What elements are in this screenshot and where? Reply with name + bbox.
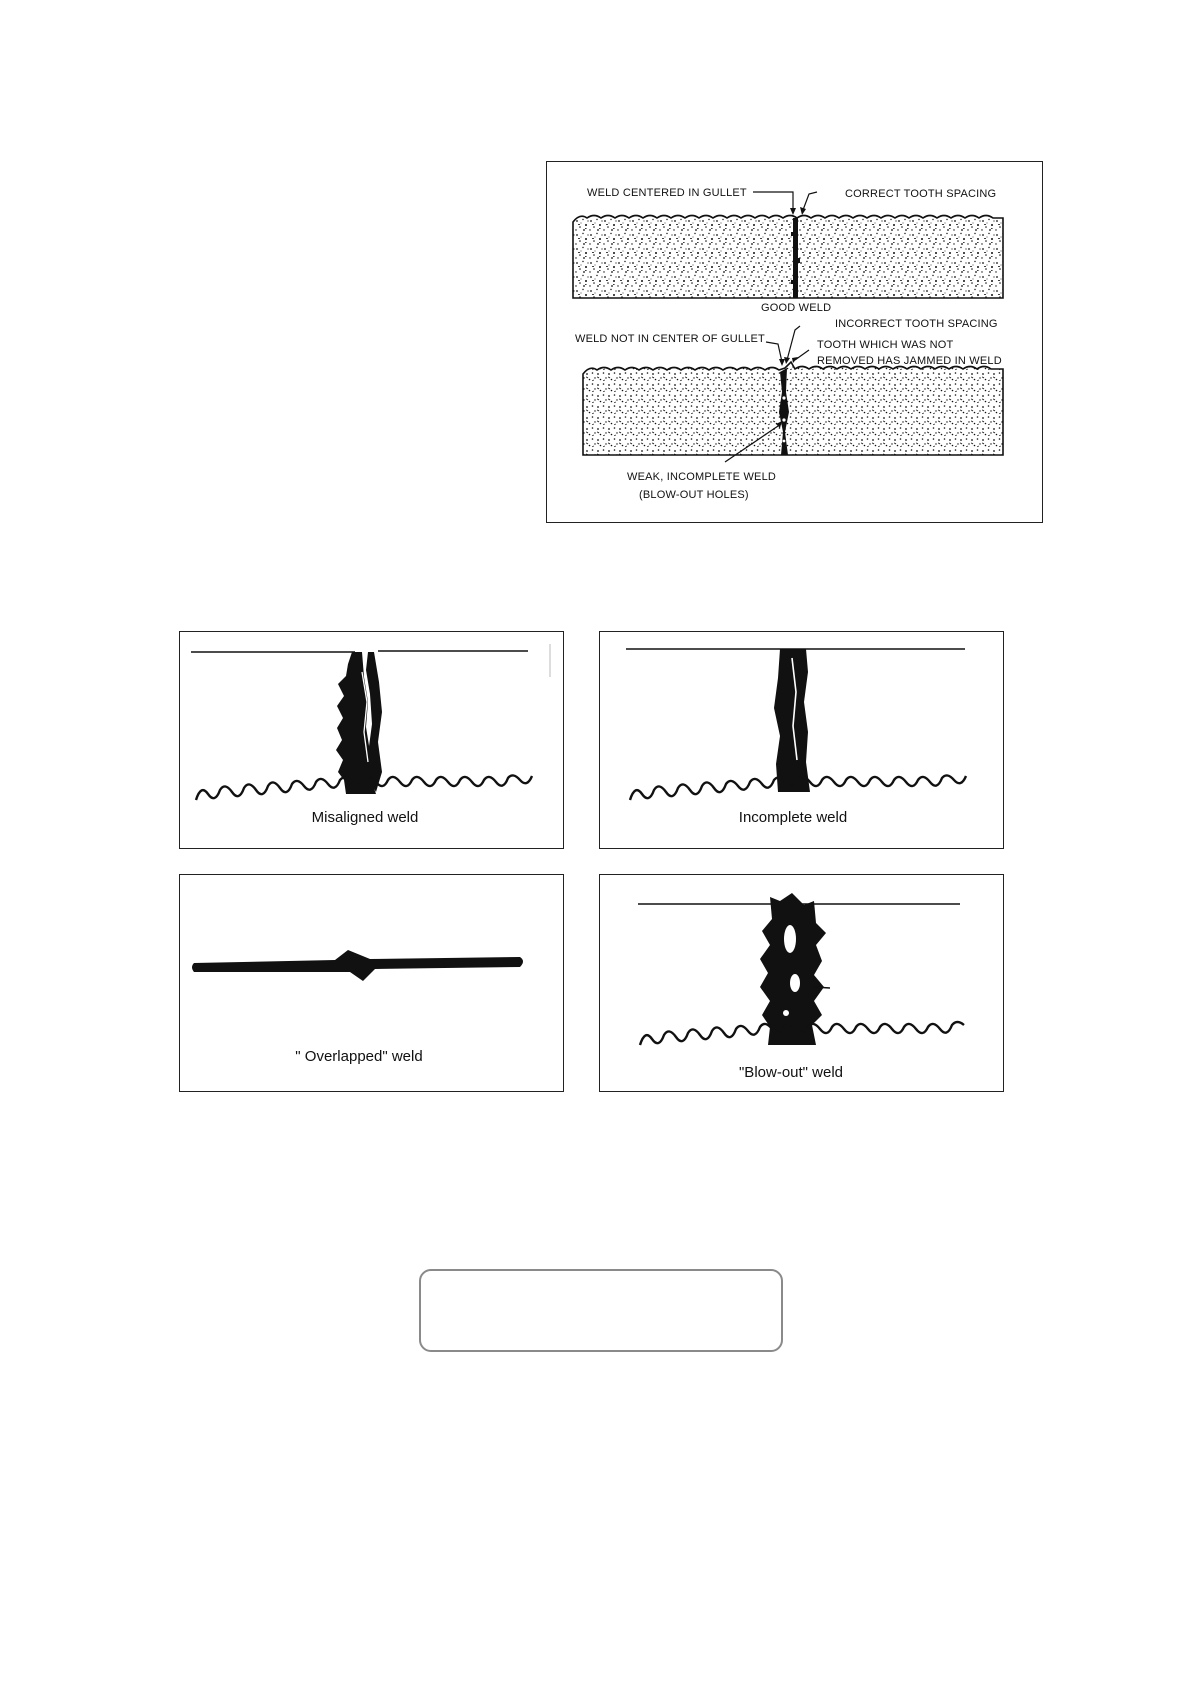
weld-centered-label: WELD CENTERED IN GULLET: [587, 187, 747, 199]
empty-text-box: [419, 1269, 783, 1352]
blowout-hole: [784, 925, 796, 953]
blowout-weld-panel: [599, 874, 1004, 1092]
tooth-jammed-leader: [795, 350, 809, 360]
incomplete-weld-panel: [599, 631, 1004, 849]
blowout-weld-drawing: [600, 875, 1005, 1093]
overlapped-weld-caption: " Overlapped" weld: [295, 1048, 423, 1065]
overlapped-weld-panel: [179, 874, 564, 1092]
blowout-weld-seam: [760, 893, 826, 1045]
bad-weld-blade: [583, 362, 1003, 455]
correct-spacing-label: CORRECT TOOTH SPACING: [845, 188, 997, 200]
misaligned-weld-panel: [179, 631, 564, 849]
incorrect-spacing-leader: [787, 326, 800, 360]
incomplete-weld-caption: Incomplete weld: [738, 809, 848, 826]
tooth-jammed-label-line2: REMOVED HAS JAMMED IN WELD: [817, 355, 1002, 367]
correct-spacing-leader: [803, 192, 817, 210]
good-weld-label: GOOD WELD: [761, 302, 832, 314]
good-weld-blade: [573, 216, 1003, 299]
blowout-weld-caption: "Blow-out" weld: [738, 1064, 844, 1081]
misaligned-weld-caption: Misaligned weld: [311, 809, 419, 826]
incorrect-spacing-label: INCORRECT TOOTH SPACING: [835, 318, 998, 330]
weld-not-center-label: WELD NOT IN CENTER OF GULLET: [575, 333, 765, 345]
weak-weld-label: WEAK, INCOMPLETE WELD: [627, 471, 777, 483]
weld-centered-leader: [753, 192, 793, 212]
overlapped-weld-strip: [192, 950, 523, 981]
incomplete-weld-seam: [774, 649, 810, 792]
blowout-holes-label: (BLOW-OUT HOLES): [639, 489, 749, 501]
tooth-jammed-label-line1: TOOTH WHICH WAS NOT: [817, 339, 954, 351]
weld-comparison-figure: [546, 161, 1043, 523]
